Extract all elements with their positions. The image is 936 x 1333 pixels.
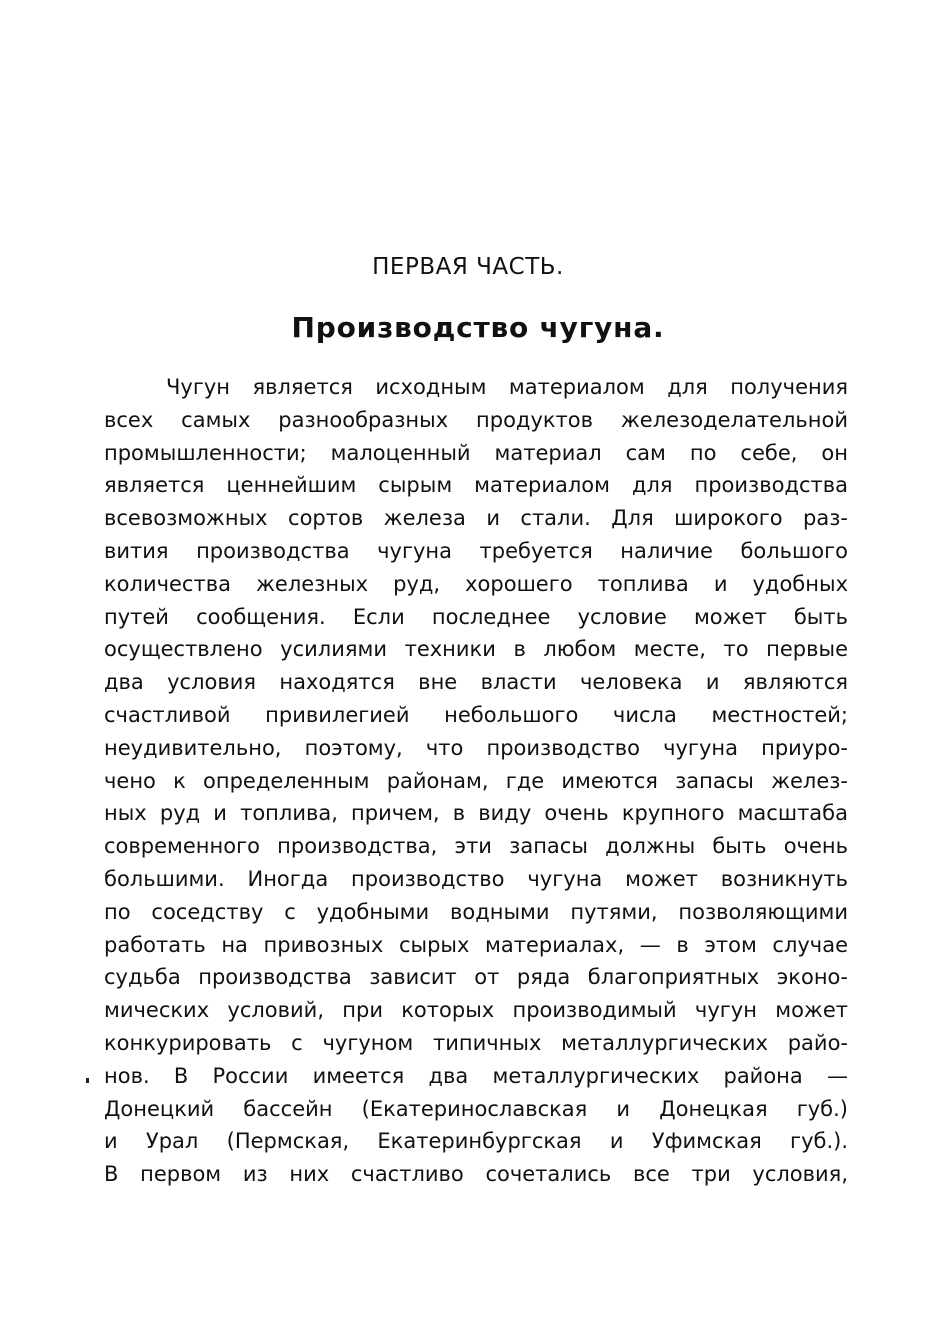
text-line: счастливой привилегией небольшого числа местностей;	[104, 702, 848, 727]
text-line: путей сообщения. Если последнее условие может быть	[104, 604, 848, 629]
text-line: количества железных руд, хорошего топлива и удобных	[104, 571, 848, 596]
text-line: чено к определенным районам, где имеются запасы желез-	[104, 768, 848, 793]
text-line: Чугун является исходным материалом для получения	[166, 375, 848, 399]
text-line: мических условий, при которых производимый чугун может	[104, 998, 848, 1023]
text-line: и Урал (Пермская, Екатеринбургская и Уфимская губ.).	[104, 1129, 848, 1154]
part-heading: ПЕРВАЯ ЧАСТЬ.	[372, 254, 564, 280]
chapter-title: Производство чугуна.	[291, 311, 665, 344]
margin-speck	[86, 1078, 89, 1083]
text-line: всех самых разнообразных продуктов железоделательной	[104, 407, 848, 432]
body-paragraph	[104, 371, 848, 1191]
text-line: всевозможных сортов железа и стали. Для широкого раз-	[104, 506, 848, 531]
text-line: два условия находятся вне власти человека и являются	[104, 670, 848, 695]
text-line: современного производства, эти запасы должны быть очень	[104, 834, 848, 859]
text-line: работать на привозных сырых материалах, — в этом случае	[104, 932, 848, 957]
text-line: нов. В России имеется два металлургических района —	[104, 1063, 848, 1088]
text-line: Донецкий бассейн (Екатеринославская и Донецкая губ.)	[104, 1096, 848, 1121]
text-line: судьба производства зависит от ряда благоприятных эконо-	[104, 965, 848, 990]
text-line: неудивительно, поэтому, что производство чугуна приуро-	[104, 735, 848, 760]
text-line: является ценнейшим сырым материалом для производства	[104, 473, 848, 498]
text-line: большими. Иногда производство чугуна может возникнуть	[104, 866, 848, 891]
text-line: по соседству с удобными водными путями, позволяющими	[104, 899, 848, 924]
text-line: промышленности; малоценный материал сам по себе, он	[104, 440, 848, 465]
text-line: В первом из них счастливо сочетались все три условия,	[104, 1162, 848, 1187]
text-line: конкурировать с чугуном типичных металлургических райо-	[104, 1030, 848, 1055]
text-line: осуществлено усилиями техники в любом месте, то первые	[104, 637, 848, 662]
text-line: ных руд и топлива, причем, в виду очень крупного масштаба	[104, 801, 848, 826]
text-line: вития производства чугуна требуется наличие большого	[104, 538, 848, 563]
